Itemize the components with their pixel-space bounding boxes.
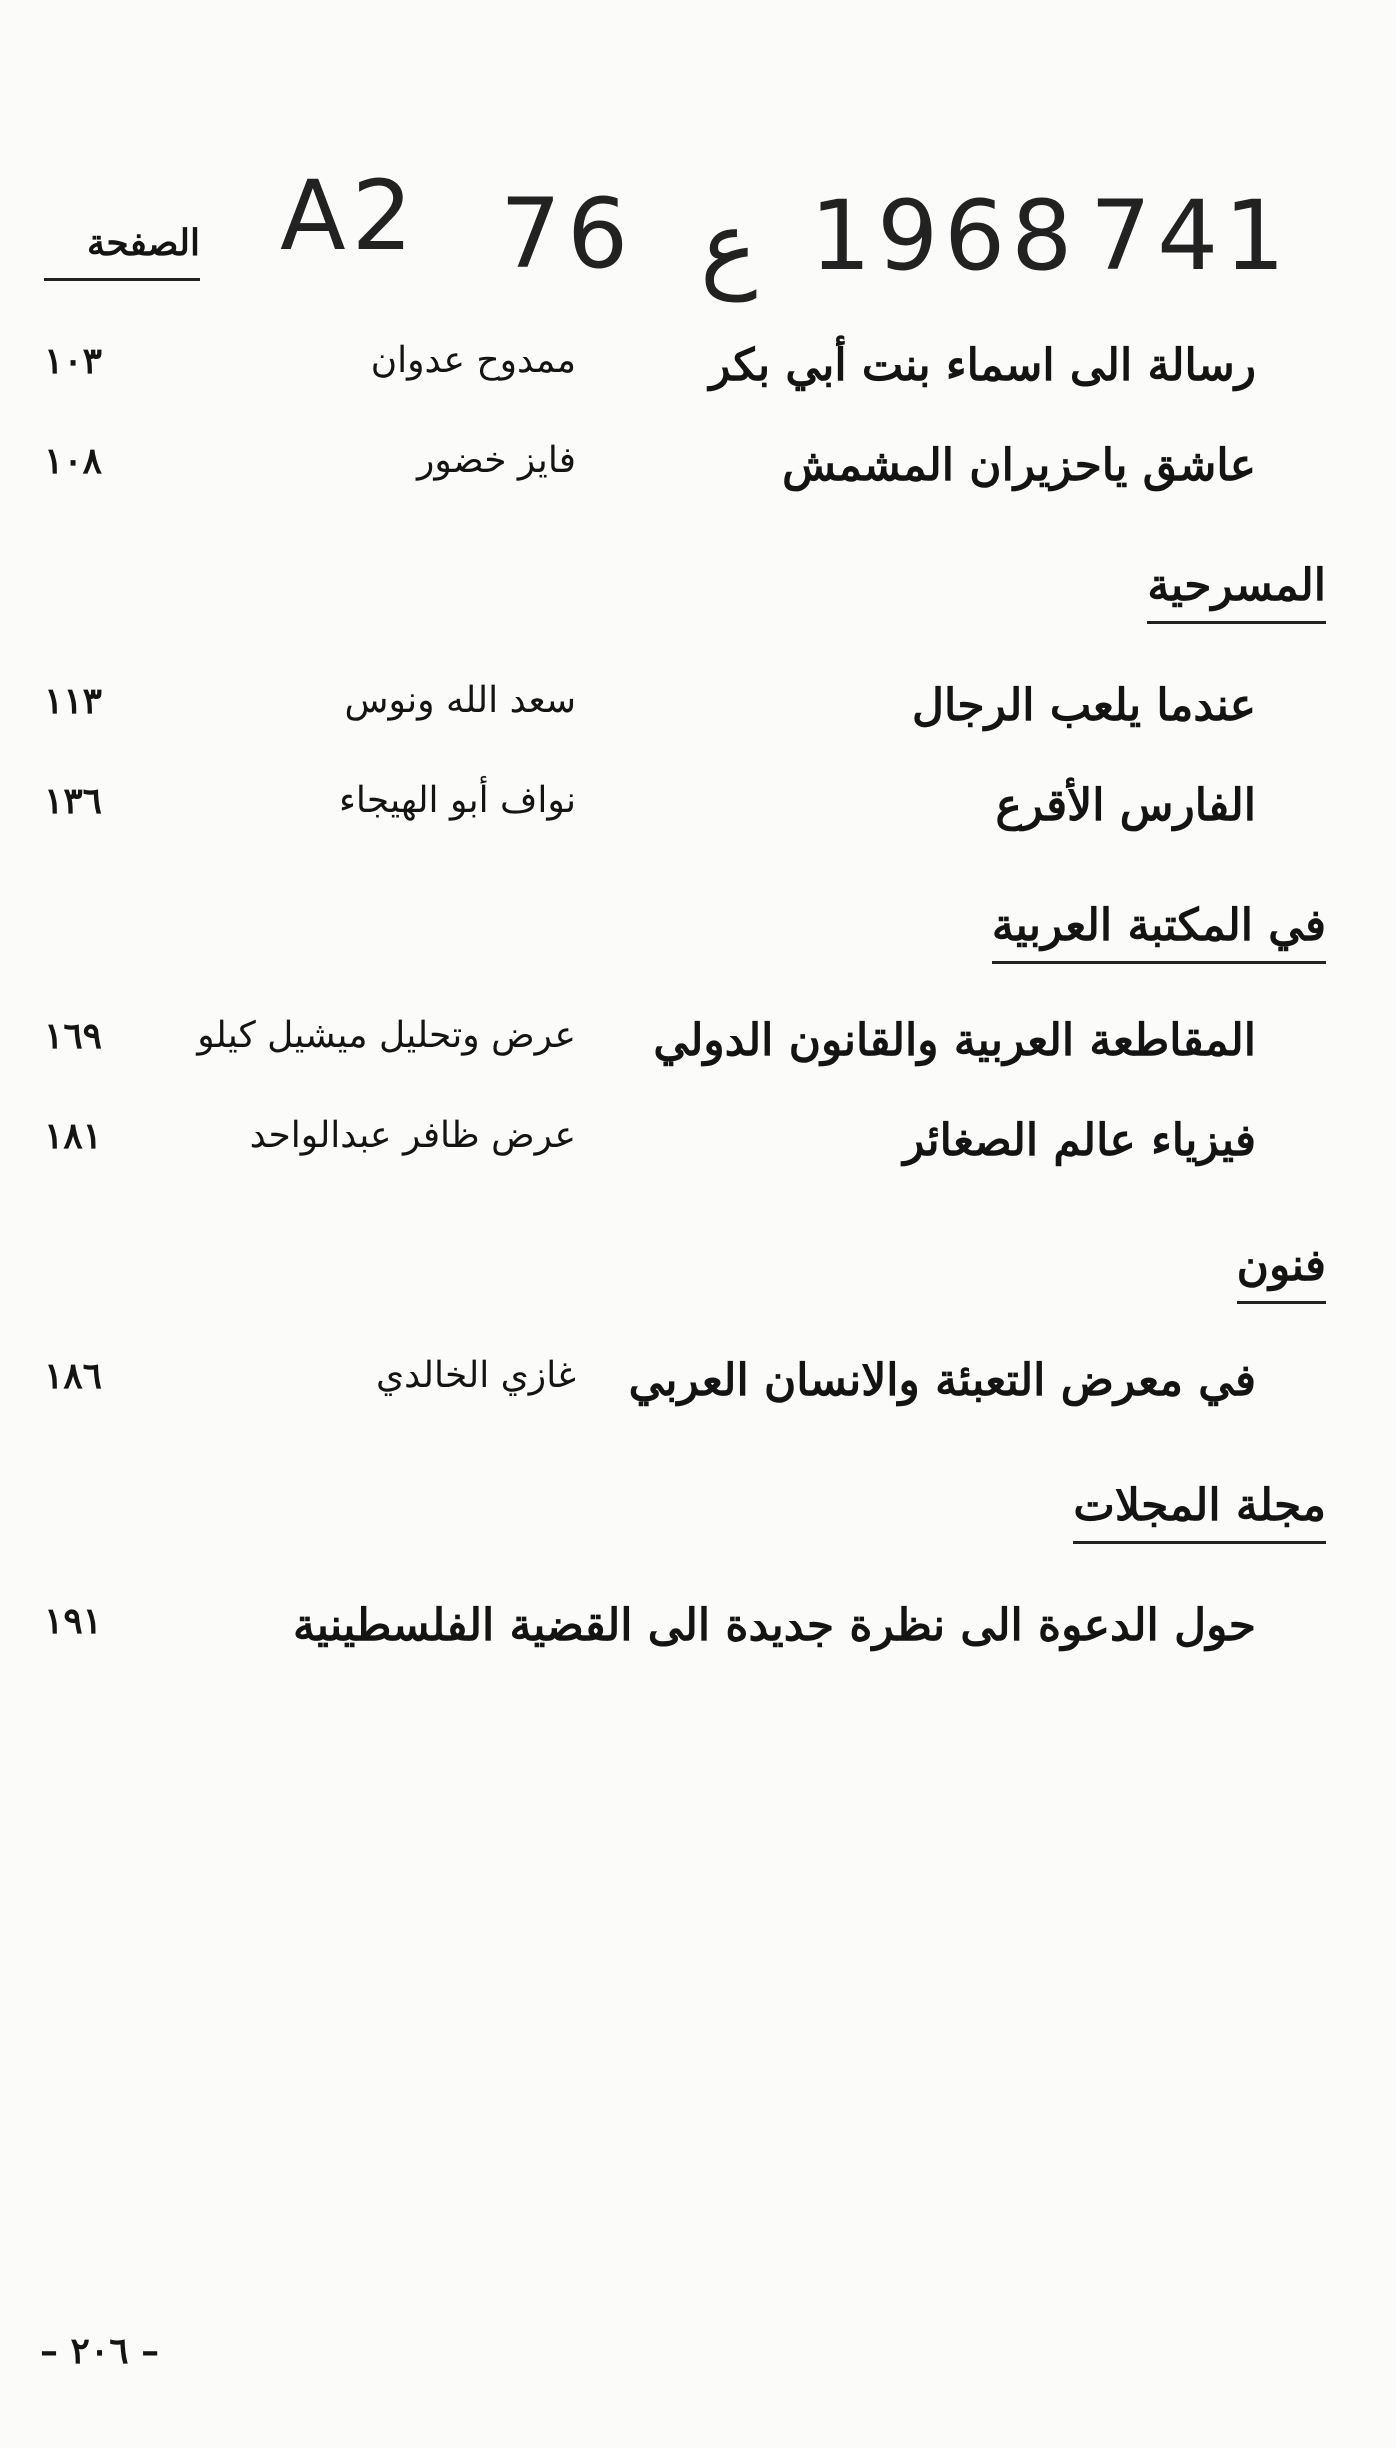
toc-entry	[0, 1015, 1396, 1085]
toc-entry	[0, 440, 1396, 510]
handwritten-note-part: ع	[700, 190, 758, 302]
toc-entry	[0, 1600, 1396, 1670]
section-heading: في المكتبة العربية	[992, 900, 1326, 964]
handwritten-note-part: 76	[500, 178, 635, 290]
toc-entry	[0, 340, 1396, 410]
entry-page: ١٠٣	[44, 340, 103, 382]
entry-page: ١٣٦	[44, 780, 103, 822]
entry-title: فيزياء عالم الصغائر	[903, 1115, 1256, 1166]
toc-entry	[0, 1355, 1396, 1425]
entry-author: غازي الخالدي	[375, 1355, 576, 1396]
handwritten-note-part: A2	[280, 160, 419, 272]
handwritten-note	[270, 150, 1320, 300]
entry-title: رسالة الى اسماء بنت أبي بكر	[709, 340, 1256, 391]
entry-page: ١٩١	[44, 1600, 103, 1642]
entry-page: ١٨٦	[44, 1355, 103, 1397]
entry-page: ١٠٨	[44, 440, 103, 482]
entry-page: ١٦٩	[44, 1015, 103, 1057]
entry-title: المقاطعة العربية والقانون الدولي	[653, 1015, 1256, 1066]
entry-title: حول الدعوة الى نظرة جديدة الى القضية الفلسطينية	[293, 1600, 1256, 1651]
entry-author: عرض ظافر عبدالواحد	[249, 1115, 576, 1156]
entry-title: في معرض التعبئة والانسان العربي	[628, 1355, 1256, 1406]
handwritten-note-part: 1968	[810, 180, 1079, 292]
entry-author: فايز خضور	[417, 440, 576, 481]
toc-entry	[0, 1115, 1396, 1185]
section-heading: المسرحية	[1147, 560, 1326, 624]
entry-page: ١١٣	[44, 680, 103, 722]
toc-entry	[0, 780, 1396, 850]
toc-entry	[0, 680, 1396, 750]
entry-title: الفارس الأقرع	[995, 780, 1256, 831]
entry-author: ممدوح عدوان	[370, 340, 576, 381]
entry-author: عرض وتحليل ميشيل كيلو	[197, 1015, 576, 1056]
entry-author: نواف أبو الهيجاء	[338, 780, 576, 821]
section-heading: فنون	[1237, 1240, 1326, 1304]
entry-title: عندما يلعب الرجال	[912, 680, 1256, 731]
footer-page-number: – ٢٠٦ –	[40, 2330, 160, 2372]
entry-author: سعد الله ونوس	[344, 680, 576, 721]
entry-page: ١٨١	[44, 1115, 103, 1157]
entry-title: عاشق ياحزيران المشمش	[782, 440, 1256, 491]
page-column-header: الصفحة	[44, 222, 200, 281]
handwritten-note-part: 741	[1090, 180, 1292, 292]
section-heading: مجلة المجلات	[1073, 1480, 1326, 1544]
